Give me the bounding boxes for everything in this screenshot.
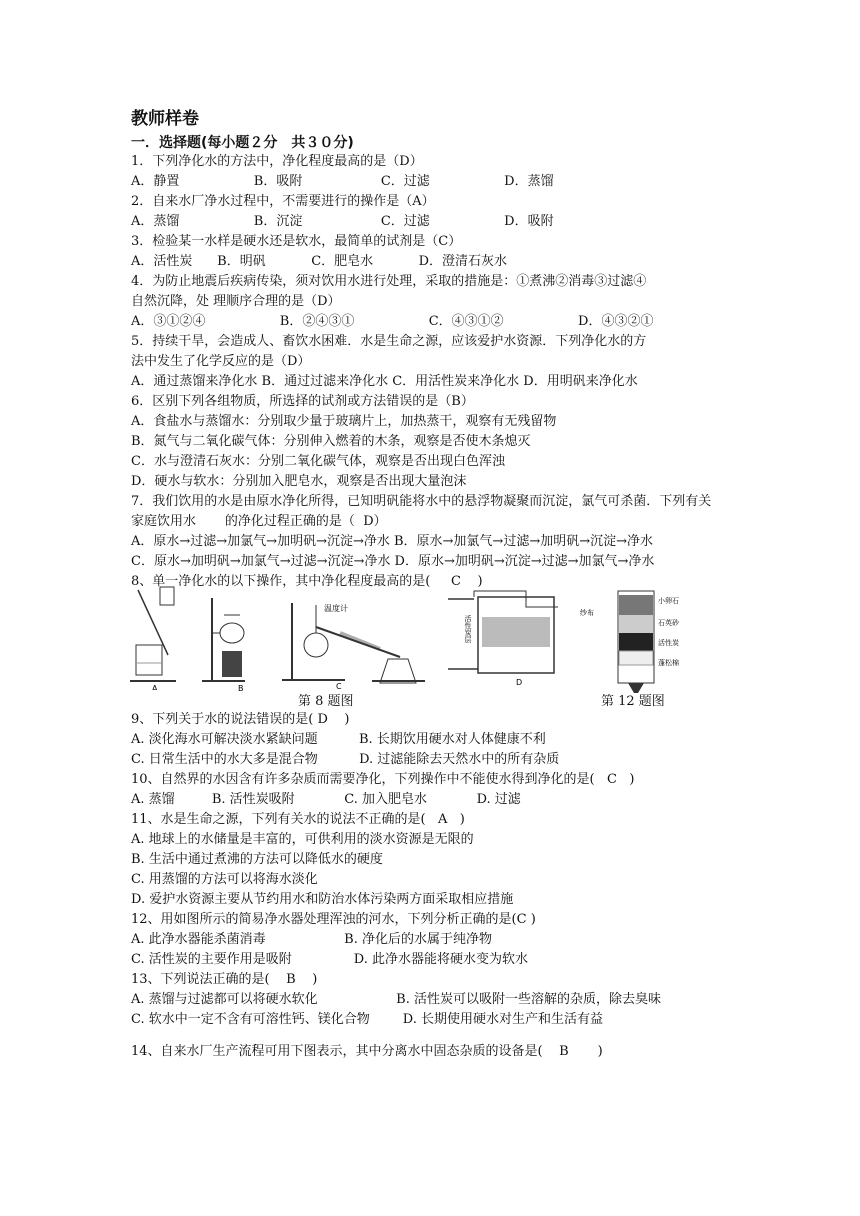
q5-options: A．通过蒸馏来净化水 B．通过过滤来净化水 C．用活性炭来净化水 D．用明矾来净化水: [131, 374, 638, 389]
label-a: A: [152, 684, 158, 690]
q11-option-d: D. 爱护水资源主要从节约用水和防治水体污染两方面采取相应措施: [131, 892, 514, 907]
q10-options: A. 蒸馏 B. 活性炭吸附 C. 加入肥皂水 D. 过滤: [131, 792, 521, 807]
quartz-label: 石英砂: [658, 619, 679, 627]
q5-stem-cont: 法中发生了化学反应的是（D）: [131, 354, 311, 369]
q4-options: A．③①②④ B．②④③① C．④③①② D．④③②①: [131, 314, 654, 329]
q12-stem: 12、用如图所示的简易净水器处理浑浊的河水，下列分析正确的是(C ): [131, 912, 536, 927]
q10-stem: 10、自然界的水因含有许多杂质而需要净化，下列操作中不能使水得到净化的是( C ): [131, 772, 635, 787]
q5-stem: 5．持续干旱，会造成人、畜饮水困难．水是生命之源，应该爱护水资源．下列净化水的方: [131, 334, 647, 349]
q13-options-cd: C. 软水中一定不含有可溶性钙、镁化合物 D. 长期使用硬水对生产和生活有益: [131, 1012, 604, 1027]
q14-stem: 14、自来水厂生产流程可用下图表示，其中分离水中固态杂质的设备是( B ): [131, 1044, 603, 1059]
q7-stem: 7．我们饮用的水是由原水净化所得，已知明矾能将水中的悬浮物凝聚而沉淀，氯气可杀菌．下列有关: [131, 494, 712, 509]
page-title: 教师样卷: [131, 109, 199, 129]
q7-options-cd: C．原水→加明矾→加氯气→过滤→沉淀→净水 D．原水→加明矾→沉淀→过滤→加氯气→净水: [131, 554, 655, 569]
apparatus-a-figure: [128, 585, 193, 690]
label-c: C: [336, 682, 342, 690]
q6-option-c: C．水与澄清石灰水：分别二氧化碳气体，观察是否出现白色浑浊: [131, 454, 505, 469]
q8-stem: 8、单一净化水的以下操作，其中净化程度最高的是( C ): [131, 574, 483, 589]
figures-area: [128, 585, 688, 707]
q7-stem-cont: 家庭饮用水 的净化过程正确的是（ D）: [131, 514, 387, 529]
apparatus-d-figure: [446, 587, 564, 689]
carbon-layer-label: 活性炭层: [464, 615, 472, 643]
section-heading: 一．选择题(每小题２分 共３０分): [131, 135, 354, 151]
thermometer-label: 温度计: [324, 604, 348, 613]
q6-stem: 6．区别下列各组物质，所选择的试剂或方法错误的是（B）: [131, 394, 474, 409]
q12-options-ab: A. 此净水器能杀菌消毒 B. 净化后的水属于纯净物: [131, 932, 492, 947]
q3-options: A．活性炭 B．明矾 C．肥皂水 D．澄清石灰水: [131, 254, 508, 269]
q13-options-ab: A. 蒸馏与过滤都可以将硬水软化 B. 活性炭可以吸附一些溶解的杂质，除去臭味: [131, 992, 661, 1007]
q9-stem: 9、下列关于水的说法错误的是( D ): [131, 712, 350, 727]
purifier-figure: [578, 585, 688, 703]
label-d: D: [516, 678, 523, 687]
fig8-caption: 第 8 题图: [298, 694, 354, 709]
q4-stem-cont: 自然沉降，处 理顺序合理的是（D）: [131, 294, 341, 309]
q9-options-ab: A. 淡化海水可解决淡水紧缺问题 B. 长期饮用硬水对人体健康不利: [131, 732, 546, 747]
q4-stem: 4．为防止地震后疾病传染，须对饮用水进行处理，采取的措施是：①煮沸②消毒③过滤④: [131, 274, 647, 289]
label-b: B: [238, 684, 244, 693]
q7-options-ab: A．原水→过滤→加氯气→加明矾→沉淀→净水 B．原水→加氯气→过滤→加明矾→沉淀→净水: [131, 534, 653, 549]
q1-options: A．静置 B．吸附 C．过滤 D．蒸馏: [131, 174, 554, 189]
fig12-caption: 第 12 题图: [601, 694, 665, 709]
carbon-label: 活性炭: [658, 639, 679, 647]
q6-option-d: D．硬水与软水：分别加入肥皂水，观察是否出现大量泡沫: [131, 474, 467, 489]
q2-stem: 2．自来水厂净水过程中，不需要进行的操作是（A）: [131, 194, 435, 209]
q9-options-cd: C. 日常生活中的水大多是混合物 D. 过滤能除去天然水中的所有杂质: [131, 752, 560, 767]
pebbles-label: 小卵石: [658, 597, 679, 605]
q13-stem: 13、下列说法正确的是( B ): [131, 972, 318, 987]
q1-stem: 1．下列净化水的方法中，净化程度最高的是（D）: [131, 154, 423, 169]
q11-option-b: B. 生活中通过煮沸的方法可以降低水的硬度: [131, 852, 383, 867]
q2-options: A．蒸馏 B．沉淀 C．过滤 D．吸附: [131, 214, 554, 229]
q6-option-a: A．食盐水与蒸馏水：分别取少量于玻璃片上，加热蒸干，观察有无残留物: [131, 414, 557, 429]
q12-options-cd: C. 活性炭的主要作用是吸附 D. 此净水器能将硬水变为软水: [131, 952, 528, 967]
q3-stem: 3．检验某一水样是硬水还是软水，最简单的试剂是（C）: [131, 234, 462, 249]
apparatus-b-figure: [200, 593, 270, 693]
q11-option-a: A. 地球上的水储量是丰富的，可供利用的淡水资源是无限的: [131, 832, 474, 847]
q11-option-c: C. 用蒸馏的方法可以将海水淡化: [131, 872, 318, 887]
cotton-label: 蓬松棉: [658, 659, 679, 667]
apparatus-c-figure: [280, 585, 430, 690]
q11-stem: 11、水是生命之源，下列有关水的说法不正确的是( A ): [131, 812, 465, 827]
gauze-label: 纱布: [580, 609, 594, 617]
q6-option-b: B．氮气与二氧化碳气体：分别伸入燃着的木条，观察是否使木条熄灭: [131, 434, 531, 449]
